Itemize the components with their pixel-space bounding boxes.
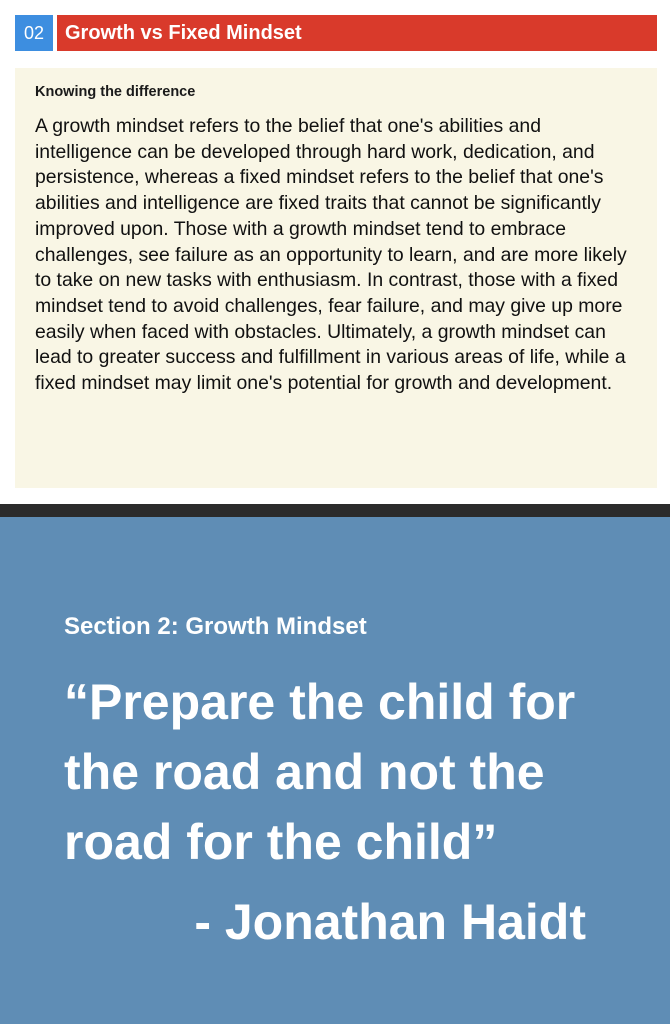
quote-text: “Prepare the child for the road and not the road for the child”: [64, 674, 576, 870]
slide-header: [15, 15, 657, 51]
slide-number-badge: 02: [15, 15, 53, 51]
mindset-slide: [0, 0, 670, 504]
slide-title: Growth vs Fixed Mindset: [57, 15, 657, 51]
card-body-text: A growth mindset refers to the belief that one's abilities and intelligence can be developed through hard work, dedication, and persistence, whereas a fixed mindset refers to the belief that one's abilities and intelligence are fixed traits that cannot be significantly improved upon. Those with a growth mindset tend to embrace challenges, see failure as an opportunity to learn, and are more likely to take on new tasks with enthusiasm. In contrast, those with a fixed mindset tend to avoid challenges, fear failure, and may give up more easily when faced with obstacles. Ultimately, a growth mindset can lead to greater success and fulfillment in various areas of life, while a fixed mindset may limit one's potential for growth and development.: [35, 115, 627, 395]
section-label: Section 2: Growth Mindset: [64, 613, 367, 640]
quote-author: - Jonathan Haidt: [194, 894, 586, 950]
card-subtitle: Knowing the difference: [35, 84, 196, 100]
quote-slide: [0, 517, 670, 1024]
content-card: [15, 68, 657, 488]
slide-divider: [0, 504, 670, 517]
